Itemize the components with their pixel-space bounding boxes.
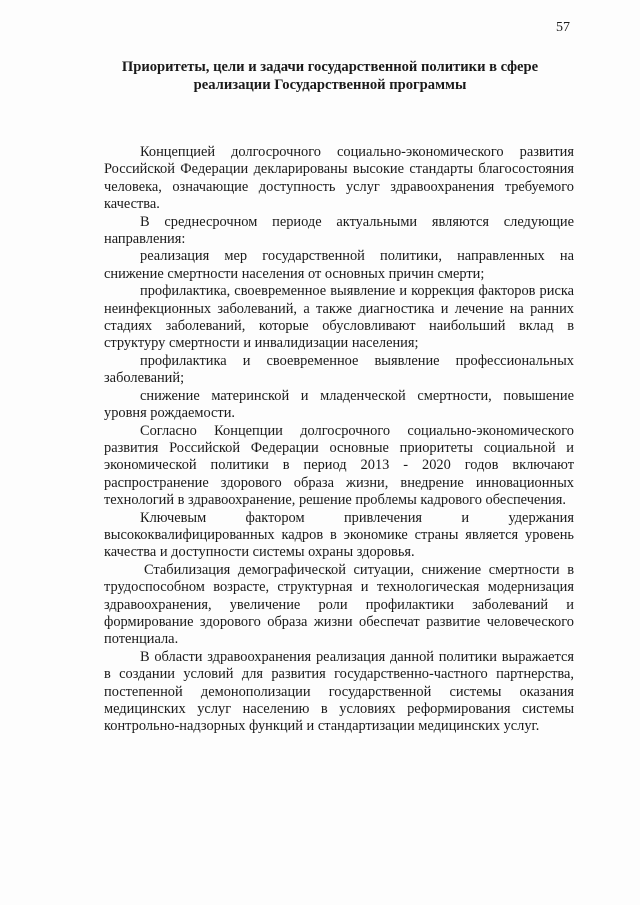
paragraph: Согласно Концепции долгосрочного социально-экономического развития Российской Федерации основные приоритеты социальной и экономической политики в период 2013 - 2020 годов включают распространение здорового образа жизни, внедрение инновационных технологий в здравоохранение, решение проблемы кадрового обеспечения. xyxy=(104,422,574,509)
section-title: Приоритеты, цели и задачи государственной политики в сфере реализации Государственной программы xyxy=(121,59,539,93)
paragraph: профилактика и своевременное выявление профессиональных заболеваний; xyxy=(104,352,574,387)
paragraph: Концепцией долгосрочного социально-экономического развития Российской Федерации декларированы высокие стандарты благосостояния человека, означающие доступность услуг здравоохранения требуемого качества. xyxy=(104,144,574,213)
paragraph: профилактика, своевременное выявление и коррекция факторов риска неинфекционных заболеваний, а также диагностика и лечение на ранних стадиях заболеваний, которые обусловливают наибольший вклад в структуру смертности и инвалидизации населения; xyxy=(104,283,574,352)
page-number: 57 xyxy=(556,20,570,35)
paragraph: В области здравоохранения реализация данной политики выражается в создании условий для развития государственно-частного партнерства, постепенной демонополизации государственной системы оказания медицинских услуг населению в условиях реформирования системы контрольно-надзорных функций и стандартизации медицинских услуг. xyxy=(104,648,574,735)
paragraph: Ключевым фактором привлечения и удержания высококвалифицированных кадров в экономике страны является уровень качества и доступности системы охраны здоровья. xyxy=(104,509,574,561)
document-body xyxy=(104,144,574,736)
paragraph: В среднесрочном периоде актуальными являются следующие направления: xyxy=(104,213,574,248)
paragraph: Стабилизация демографической ситуации, снижение смертности в трудоспособном возрасте, структурная и технологическая модернизация здравоохранения, увеличение роли профилактики заболеваний и формирование здорового образа жизни обеспечат развитие человеческого потенциала. xyxy=(104,561,574,648)
paragraph: реализация мер государственной политики, направленных на снижение смертности населения от основных причин смерти; xyxy=(104,248,574,282)
paragraph: снижение материнской и младенческой смертности, повышение уровня рождаемости. xyxy=(104,387,574,422)
